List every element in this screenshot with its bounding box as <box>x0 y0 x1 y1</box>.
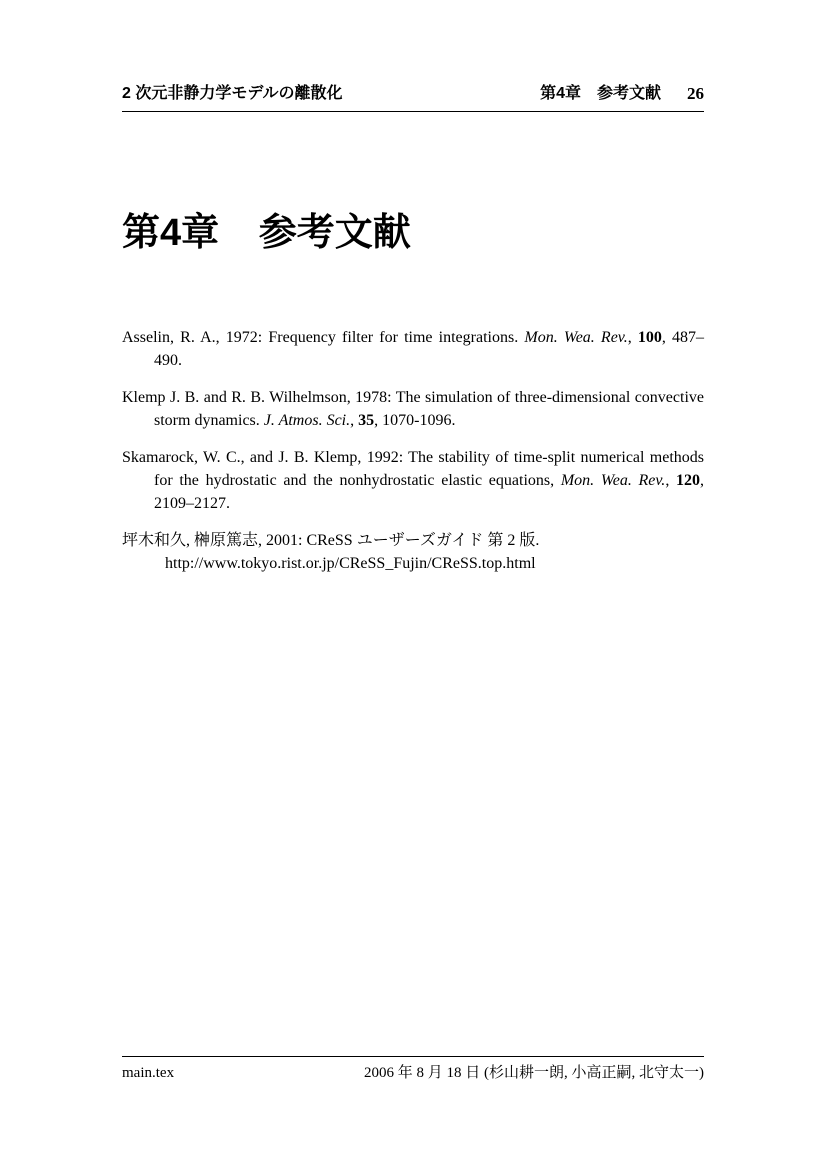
reference-text-run: , 2109–2127. <box>154 472 705 512</box>
reference-text-run: 坪木和久, 榊原篤志, 2001: CReSS ユーザーズガイド 第 2 版. <box>122 532 540 549</box>
reference-text-run: J. Atmos. Sci. <box>263 412 351 429</box>
reference-entry <box>122 446 704 515</box>
reference-text-run: Klemp J. B. and R. B. Wilhelmson, 1978: The simulation of three-dimensional convective storm dynamics. <box>122 389 704 429</box>
chapter-title: 参考文献 <box>258 212 411 254</box>
reference-text-run: , 1070-1096. <box>374 412 456 429</box>
reference-entry <box>122 529 704 575</box>
references-list <box>122 326 704 589</box>
running-head-section: 2 次元非静力学モデルの離散化 <box>122 85 343 102</box>
reference-text-run: , <box>627 329 638 346</box>
page-footer <box>122 1056 704 1083</box>
running-head-chapter: 第4章 参考文献 <box>540 85 661 102</box>
reference-text-run: Mon. Wea. Rev. <box>524 329 628 346</box>
reference-text-run: Skamarock, W. C., and J. B. Klemp, 1992: The stability of time-split numerical methods for the hydrostatic and the nonhydrostatic elastic equations, <box>122 449 704 489</box>
reference-text-run: 100 <box>637 329 662 346</box>
reference-text-run: , <box>665 472 677 489</box>
footer-date-authors: 2006 年 8 月 18 日 (杉山耕一朗, 小高正嗣, 北守太一) <box>364 1065 704 1081</box>
reference-text-run: 35 <box>358 412 375 429</box>
reference-text-run: , 487–490. <box>154 329 705 369</box>
page-header <box>122 84 704 112</box>
running-head-right <box>540 84 704 104</box>
chapter-number: 第4章 <box>122 212 220 254</box>
reference-text-run: Asselin, R. A., 1972: Frequency filter for time integrations. <box>122 329 525 346</box>
page-number: 26 <box>687 84 704 103</box>
reference-text-run: Mon. Wea. Rev. <box>560 472 666 489</box>
reference-entry <box>122 386 704 432</box>
reference-text-run: 120 <box>676 472 701 489</box>
reference-entry <box>122 326 704 372</box>
reference-text-run: , <box>350 412 359 429</box>
chapter-heading <box>122 213 411 253</box>
reference-url: http://www.tokyo.rist.or.jp/CReSS_Fujin/CReSS.top.html <box>165 555 536 572</box>
footer-filename: main.tex <box>122 1065 175 1081</box>
